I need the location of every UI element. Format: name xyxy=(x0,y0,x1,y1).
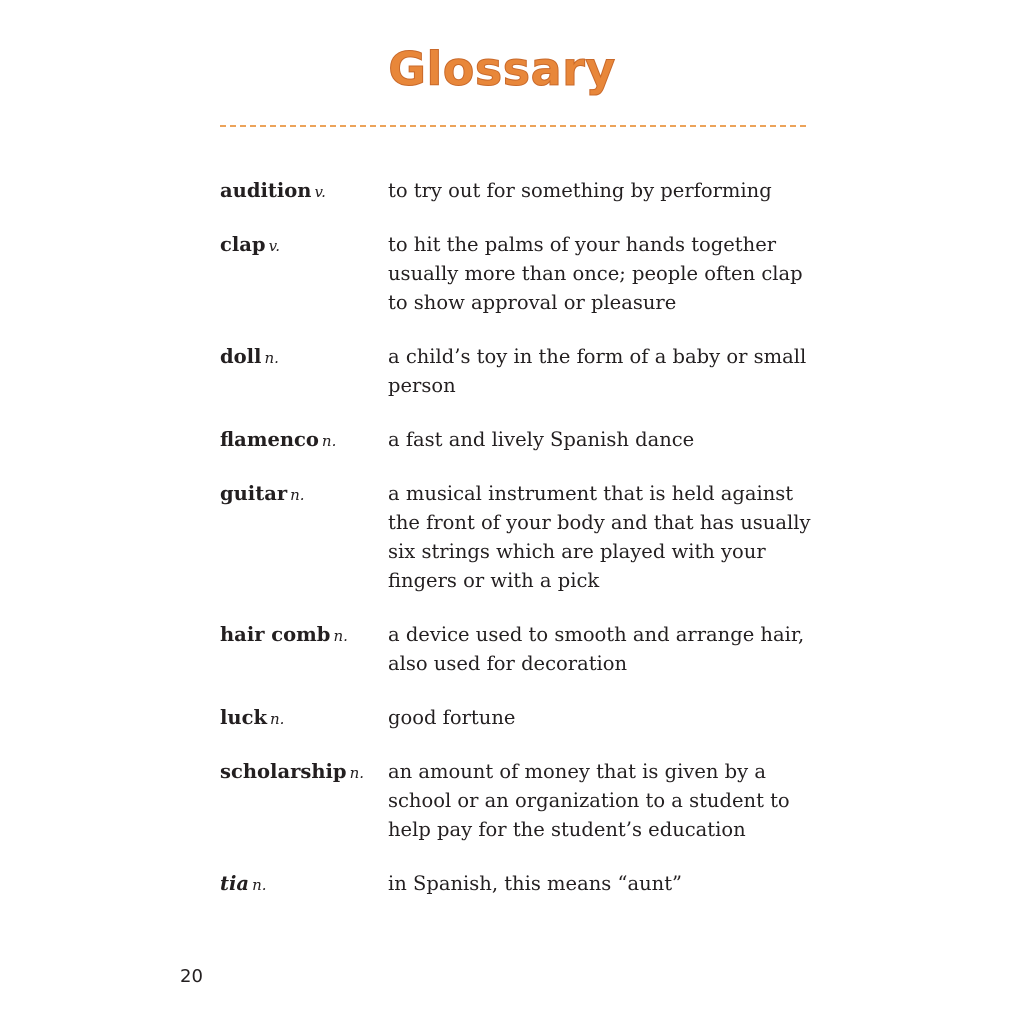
part-of-speech: n. xyxy=(269,710,285,728)
glossary-entry xyxy=(220,869,820,923)
glossary-entry xyxy=(220,342,820,425)
glossary-term: hair comb xyxy=(220,623,331,646)
part-of-speech: n. xyxy=(264,349,279,367)
part-of-speech: n. xyxy=(333,627,348,645)
term-cell xyxy=(220,620,388,651)
glossary-term: doll xyxy=(220,345,262,368)
glossary-entry xyxy=(220,703,820,757)
glossary-definition: to hit the palms of your hands together usually more than once; people often clap to show approval or pleasure xyxy=(388,233,803,314)
glossary-list xyxy=(220,176,820,923)
glossary-entry xyxy=(220,620,820,703)
part-of-speech: n. xyxy=(321,432,337,450)
term-cell xyxy=(220,230,388,261)
glossary-definition: an amount of money that is given by a school or an organization to a student to help pay for the student’s education xyxy=(388,760,790,841)
glossary-definition: good fortune xyxy=(388,706,516,729)
term-cell xyxy=(220,869,388,900)
glossary-term: tia xyxy=(220,872,250,895)
glossary-term: scholarship xyxy=(220,760,347,783)
glossary-entry xyxy=(220,425,820,479)
glossary-term: luck xyxy=(220,706,267,729)
glossary-definition: a fast and lively Spanish dance xyxy=(388,428,695,451)
term-cell xyxy=(220,342,388,373)
part-of-speech: n. xyxy=(349,764,364,782)
glossary-entry xyxy=(220,230,820,342)
glossary-definition: a device used to smooth and arrange hair, also used for decoration xyxy=(388,623,805,675)
term-cell xyxy=(220,757,388,788)
glossary-entry xyxy=(220,757,820,869)
page-title: Glossary xyxy=(388,42,616,96)
page-number: 20 xyxy=(180,966,203,987)
part-of-speech: v. xyxy=(314,183,326,201)
glossary-term: guitar xyxy=(220,482,288,505)
glossary-term: clap xyxy=(220,233,266,256)
part-of-speech: n. xyxy=(252,876,267,894)
glossary-definition: to try out for something by performing xyxy=(388,179,772,202)
term-cell xyxy=(220,425,388,456)
glossary-definition: a child’s toy in the form of a baby or small person xyxy=(388,345,807,397)
glossary-definition: a musical instrument that is held against the front of your body and that has usually six strings which are played with your fingers or with a pick xyxy=(388,482,811,592)
glossary-definition: in Spanish, this means “aunt” xyxy=(388,872,682,895)
glossary-term: flamenco xyxy=(220,428,319,451)
part-of-speech: v. xyxy=(268,237,281,255)
title-divider xyxy=(220,125,806,127)
glossary-entry xyxy=(220,479,820,620)
term-cell xyxy=(220,176,388,207)
term-cell xyxy=(220,479,388,510)
glossary-entry xyxy=(220,176,820,230)
term-cell xyxy=(220,703,388,734)
part-of-speech: n. xyxy=(290,486,305,504)
glossary-term: audition xyxy=(220,179,312,202)
